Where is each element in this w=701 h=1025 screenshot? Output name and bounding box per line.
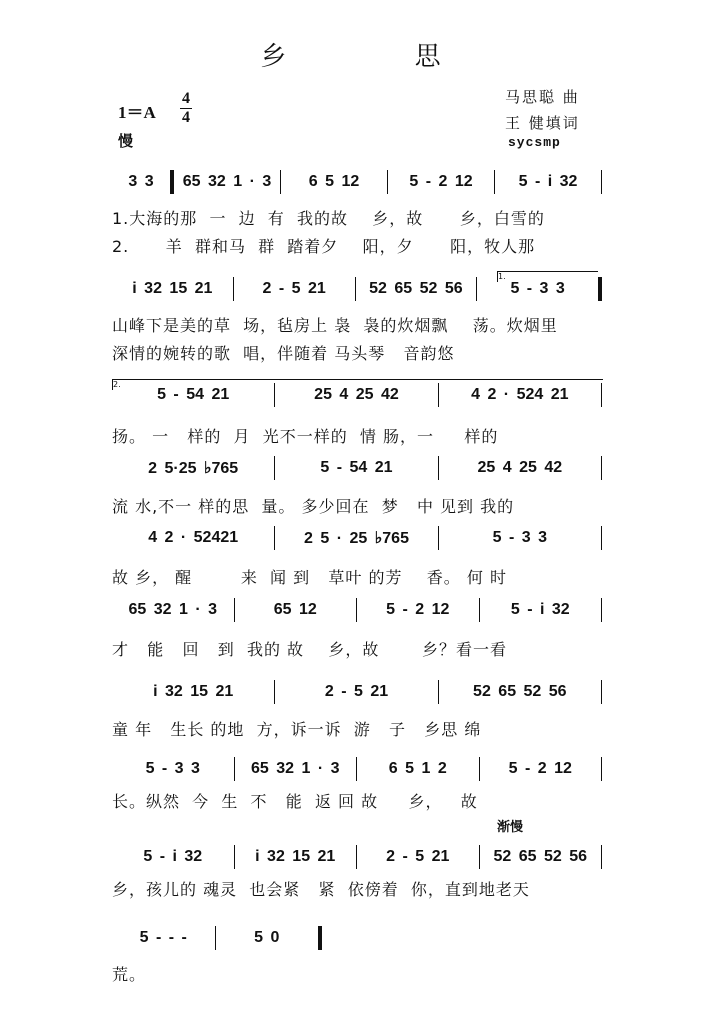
measure: i 32 15 21 [132,280,213,297]
lyric-line: 乡，孩儿的 魂灵 也会紧 紧 依傍着 你，直到地老天 [112,880,530,899]
measure: 25 4 25 42 [314,386,399,403]
measure: 6 5 1 2 [388,760,447,777]
barline [601,598,602,622]
measure: 2 5·25 ♭765 [148,460,239,477]
measure: 5 - 2 12 [508,760,572,777]
measure: 2 - 5 21 [386,848,450,865]
measure: 52 65 52 56 [493,848,588,865]
measure: 65 32 1 · 3 [128,601,217,618]
lyric-line: 长。纵然 今 生 不 能 返 回 故 乡， 故 [112,792,478,811]
notation-line [112,526,602,550]
barline [601,845,602,869]
lyric-line: 流 水,不一 样的思 量。 多少回在 梦 中 见到 我的 [112,497,515,516]
measure: 4 2 · 524 21 [471,386,569,403]
measure: i 32 15 21 [153,683,234,700]
measure: 2 - 5 21 [324,683,389,700]
measure: 3 3 [128,173,154,190]
double-barline [318,926,322,950]
measure: 5 - 54 21 [320,459,393,476]
barline [601,757,602,781]
measure: 5 0 [254,929,280,946]
barline [601,456,602,480]
notation-line [112,456,602,480]
measure: 65 32 1 · 3 [251,760,340,777]
measure: 5 - 3 3 [510,280,565,297]
measure: 65 12 [273,601,317,618]
measure: 52 65 52 56 [473,683,567,700]
measure: 5 - i 32 [518,173,578,190]
measure: 5 - 54 21 [157,386,230,403]
barline [601,170,602,194]
lyric-line: 1.大海的那 一 边 有 我的故 乡，故 乡，白雪的 [112,209,545,228]
measure: 5 - i 32 [510,601,570,618]
lyric-line: 故 乡， 醒 来 闻 到 草叶 的芳 香。 何 时 [112,568,507,587]
measure: 2 5 · 25 ♭765 [304,530,409,547]
lyric-line: 深情的婉转的歌 唱，伴随着 马头琴 音韵悠 [112,344,455,363]
measure: 5 - i 32 [143,848,203,865]
lyric-line: 山峰下是美的草 场，毡房上 袅 袅的炊烟飘 荡。炊烟里 [112,316,558,335]
song-title: 乡 思 [260,42,501,72]
measure: 6 5 12 [308,173,360,190]
time-top: 4 [182,90,190,107]
barline [601,680,602,704]
barline [601,526,602,550]
lyric-line: 童 年 生长 的地 方，诉一诉 游 子 乡思 绵 [112,720,482,739]
composer: 马思聪 曲 [505,88,580,106]
lyric-line: 扬。 一 样的 月 光不一样的 情 肠，一 样的 [112,427,499,446]
time-signature [180,90,192,127]
measure: 25 4 25 42 [477,459,563,476]
lyric-line: 才 能 回 到 我的 故 乡，故 乡？看一看 [112,640,507,659]
tempo-marking: 慢 [118,132,134,150]
measure: 52 65 52 56 [369,280,463,297]
measure: 5 - - - [139,929,187,946]
ritardando-marking: 渐慢 [497,820,524,835]
notation-line [112,598,602,622]
lyric-line: 2. 羊 群和马 群 踏着夕 阳，夕 阳，牧人那 [112,237,536,256]
measure: 5 - 3 3 [145,760,200,777]
time-bottom: 4 [182,109,190,126]
measure: 2 - 5 21 [262,280,326,297]
measure: 5 - 2 12 [409,173,473,190]
notation-line [112,680,602,704]
measure: 4 2 · 52421 [148,529,239,546]
notation-line [112,926,322,950]
double-barline [598,277,602,301]
measure: 65 32 1 · 3 [182,173,272,190]
notation-line [112,757,602,781]
measure: 5 - 3 3 [492,529,547,546]
watermark: sycsmp [508,135,561,150]
lyricist: 王 健填词 [505,114,580,132]
volta-bracket: 2. [112,379,603,390]
volta-bracket: 1. [497,271,598,282]
measure: 5 - 2 12 [386,601,450,618]
lyric-line: 荒。 [112,965,147,984]
measure: i 32 15 21 [255,848,336,865]
notation-line [112,845,602,869]
key-signature: 1＝A [118,103,156,122]
notation-line [112,170,602,194]
